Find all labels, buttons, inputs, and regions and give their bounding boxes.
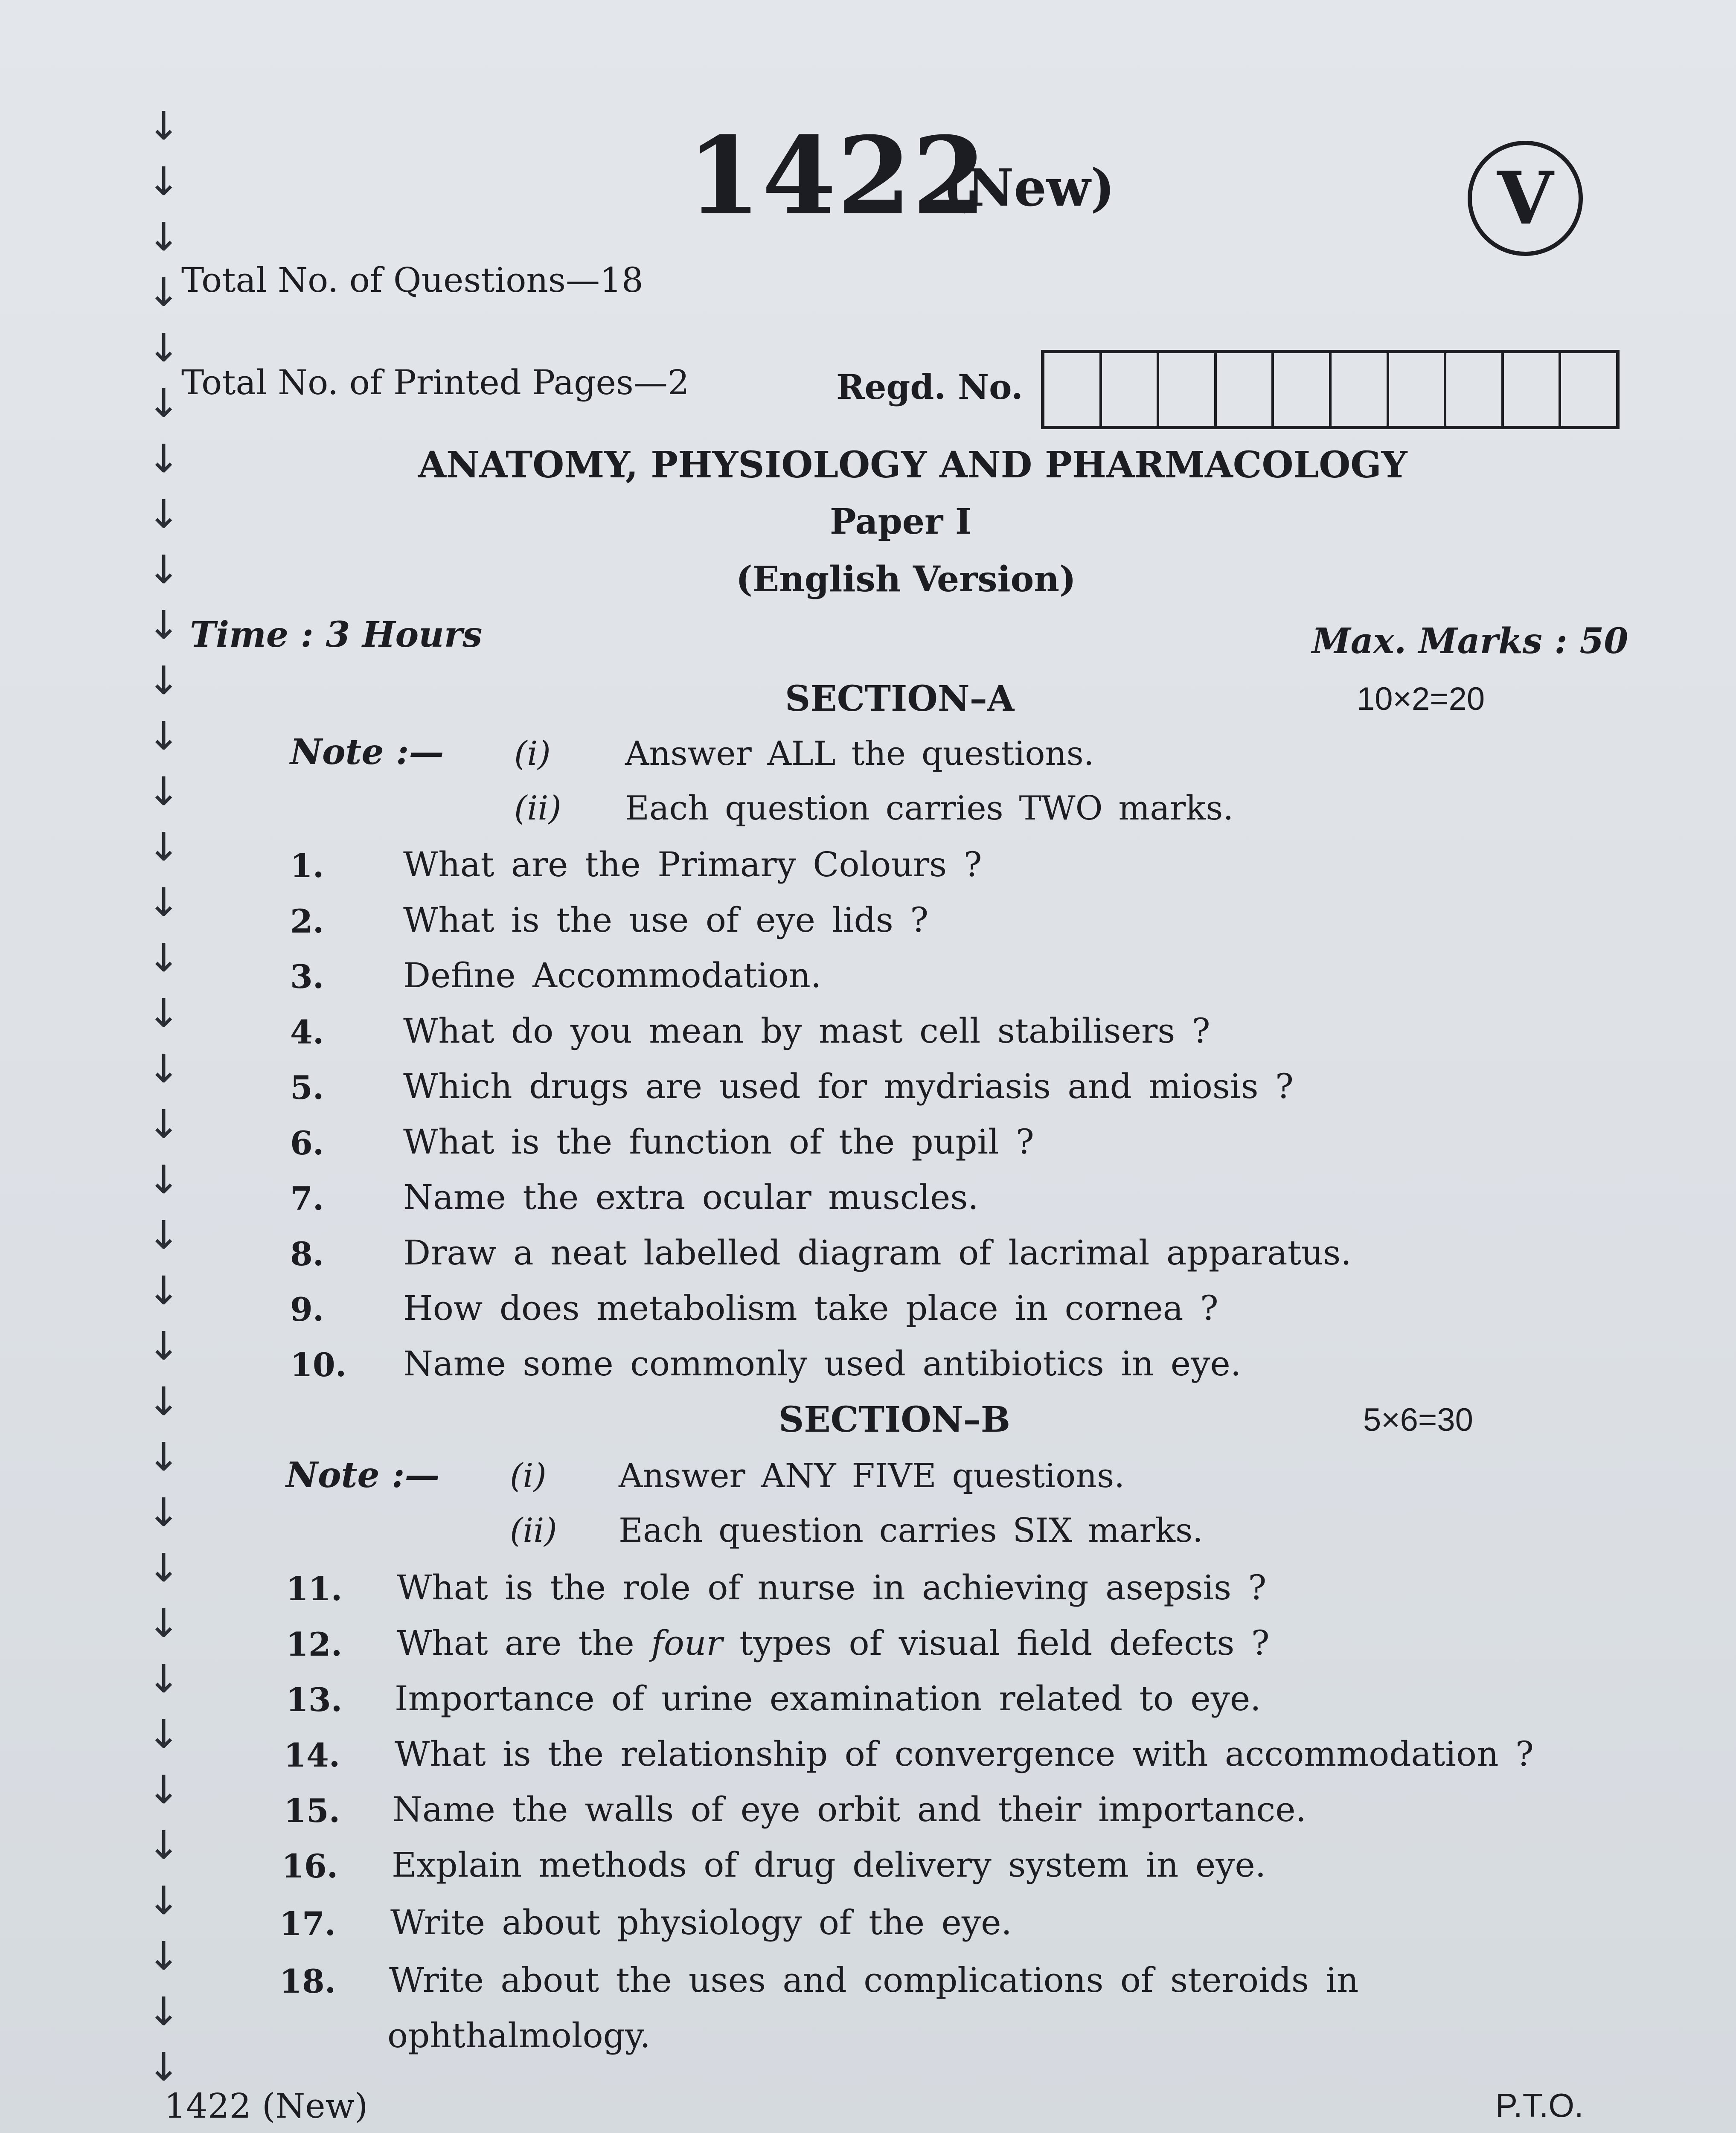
footer-pto: P.T.O. bbox=[1495, 2087, 1584, 2124]
regd-number-cell bbox=[1102, 353, 1160, 426]
question-number: 15. bbox=[284, 1792, 340, 1830]
down-arrow-icon: ↓ bbox=[147, 824, 180, 870]
section-b-note-roman: (i) bbox=[510, 1457, 547, 1495]
down-arrow-icon: ↓ bbox=[147, 602, 180, 648]
down-arrow-icon: ↓ bbox=[147, 159, 180, 204]
question-text: What is the use of eye lids ? bbox=[403, 900, 929, 940]
question-text: Write about the uses and complications of steroids in bbox=[389, 1960, 1359, 2000]
down-arrow-icon: ↓ bbox=[147, 713, 180, 759]
down-arrow-icon: ↓ bbox=[147, 1379, 180, 1424]
down-arrow-icon: ↓ bbox=[147, 769, 180, 814]
regd-number-cell bbox=[1389, 353, 1447, 426]
question-text: What do you mean by mast cell stabilisers ? bbox=[403, 1011, 1210, 1051]
paper-code: 1422 bbox=[687, 113, 987, 238]
time-allowed: Time : 3 Hours bbox=[190, 614, 483, 655]
down-arrow-icon: ↓ bbox=[147, 1712, 180, 1757]
version-badge bbox=[1468, 141, 1583, 256]
question-number: 10. bbox=[290, 1346, 347, 1384]
down-arrow-icon: ↓ bbox=[147, 1989, 180, 2034]
max-marks: Max. Marks : 50 bbox=[1312, 621, 1628, 662]
section-b-marks: 5×6=30 bbox=[1363, 1402, 1473, 1438]
question-number: 6. bbox=[290, 1124, 324, 1162]
down-arrow-icon: ↓ bbox=[147, 325, 180, 371]
question-text: Name some commonly used antibiotics in eye. bbox=[403, 1344, 1242, 1383]
down-arrow-icon: ↓ bbox=[147, 1101, 180, 1147]
section-b-note-text: Each question carries SIX marks. bbox=[619, 1511, 1203, 1550]
down-arrow-icon: ↓ bbox=[147, 1878, 180, 1924]
total-questions: Total No. of Questions—18 bbox=[181, 260, 643, 300]
question-number: 5. bbox=[290, 1069, 324, 1107]
question-text: How does metabolism take place in cornea ? bbox=[403, 1288, 1218, 1328]
down-arrow-icon: ↓ bbox=[147, 935, 180, 981]
down-arrow-icon: ↓ bbox=[147, 1323, 180, 1369]
section-a-note-text: Answer ALL the questions. bbox=[625, 735, 1094, 773]
regd-number-cell bbox=[1274, 353, 1332, 426]
footer-paper-code: 1422 (New) bbox=[164, 2086, 368, 2126]
down-arrow-icon: ↓ bbox=[147, 436, 180, 482]
question-number: 11. bbox=[286, 1570, 343, 1608]
down-arrow-icon: ↓ bbox=[147, 1434, 180, 1480]
section-a-note-text: Each question carries TWO marks. bbox=[625, 789, 1234, 828]
regd-number-cell bbox=[1446, 353, 1504, 426]
section-a-note-roman: (ii) bbox=[514, 789, 561, 828]
question-text-emphasis: four bbox=[651, 1623, 723, 1663]
down-arrow-icon: ↓ bbox=[147, 1767, 180, 1813]
question-text: What are the Primary Colours ? bbox=[403, 845, 982, 884]
down-arrow-icon: ↓ bbox=[147, 381, 180, 426]
question-text: Write about physiology of the eye. bbox=[390, 1903, 1012, 1942]
regd-number-cell bbox=[1159, 353, 1217, 426]
question-text: Name the extra ocular muscles. bbox=[403, 1177, 979, 1217]
question-text: Define Accommodation. bbox=[403, 956, 822, 995]
question-text: Name the walls of eye orbit and their importance. bbox=[393, 1790, 1307, 1829]
question-text-continuation: ophthalmology. bbox=[387, 2016, 651, 2055]
question-text: Importance of urine examination related to eye. bbox=[395, 1679, 1261, 1718]
question-text bbox=[397, 1623, 1270, 1663]
regd-number-cell bbox=[1561, 353, 1616, 426]
question-number: 7. bbox=[290, 1180, 324, 1218]
question-number: 16. bbox=[282, 1847, 338, 1885]
down-arrow-icon: ↓ bbox=[147, 1157, 180, 1203]
question-text-part: types of visual field defects ? bbox=[722, 1623, 1270, 1663]
question-text: Which drugs are used for mydriasis and miosis ? bbox=[403, 1066, 1294, 1106]
regd-number-cell bbox=[1332, 353, 1389, 426]
down-arrow-icon: ↓ bbox=[147, 2044, 180, 2090]
subject-title: ANATOMY, PHYSIOLOGY AND PHARMACOLOGY bbox=[418, 444, 1407, 486]
section-a-title: SECTION–A bbox=[785, 678, 1015, 719]
question-number: 13. bbox=[286, 1681, 343, 1719]
regd-number-cell bbox=[1217, 353, 1274, 426]
paper-number: Paper I bbox=[830, 501, 972, 542]
down-arrow-icon: ↓ bbox=[147, 214, 180, 260]
question-text: What is the relationship of convergence with accommodation ? bbox=[395, 1734, 1534, 1774]
down-arrow-icon: ↓ bbox=[147, 547, 180, 593]
total-pages: Total No. of Printed Pages—2 bbox=[181, 363, 689, 402]
section-a-marks: 10×2=20 bbox=[1357, 681, 1485, 717]
down-arrow-icon: ↓ bbox=[147, 1545, 180, 1591]
question-number: 18. bbox=[279, 1962, 336, 2000]
down-arrow-icon: ↓ bbox=[147, 1933, 180, 1979]
down-arrow-icon: ↓ bbox=[147, 1046, 180, 1092]
question-number: 4. bbox=[290, 1013, 324, 1051]
question-number: 3. bbox=[290, 958, 324, 996]
down-arrow-icon: ↓ bbox=[147, 658, 180, 703]
down-arrow-icon: ↓ bbox=[147, 270, 180, 315]
down-arrow-icon: ↓ bbox=[147, 1212, 180, 1258]
version-letter: V bbox=[1497, 156, 1553, 241]
regd-number-cell bbox=[1504, 353, 1562, 426]
question-number: 17. bbox=[279, 1905, 336, 1943]
down-arrow-icon: ↓ bbox=[147, 1268, 180, 1314]
question-text-part: What are the bbox=[397, 1623, 651, 1663]
down-arrow-icon: ↓ bbox=[147, 103, 180, 149]
down-arrow-icon: ↓ bbox=[147, 1490, 180, 1535]
paper-code-suffix: (New) bbox=[943, 158, 1115, 218]
section-b-note-roman: (ii) bbox=[510, 1511, 557, 1550]
question-number: 8. bbox=[290, 1235, 324, 1273]
section-b-note-text: Answer ANY FIVE questions. bbox=[619, 1457, 1125, 1495]
down-arrow-icon: ↓ bbox=[147, 1601, 180, 1646]
regd-label: Regd. No. bbox=[836, 367, 1023, 407]
question-number: 12. bbox=[286, 1625, 343, 1663]
question-text: What is the function of the pupil ? bbox=[403, 1122, 1034, 1162]
question-number: 1. bbox=[290, 847, 324, 885]
down-arrow-icon: ↓ bbox=[147, 1656, 180, 1702]
question-text: Draw a neat labelled diagram of lacrimal apparatus. bbox=[403, 1233, 1352, 1273]
question-text: What is the role of nurse in achieving asepsis ? bbox=[397, 1568, 1267, 1607]
section-b-title: SECTION–B bbox=[779, 1399, 1011, 1440]
down-arrow-icon: ↓ bbox=[147, 1822, 180, 1868]
section-a-note-label: Note :— bbox=[290, 732, 444, 773]
section-b-note-label: Note :— bbox=[286, 1455, 440, 1496]
down-arrow-icon: ↓ bbox=[147, 880, 180, 925]
question-number: 2. bbox=[290, 902, 324, 940]
section-a-note-roman: (i) bbox=[514, 735, 551, 773]
regd-number-boxes bbox=[1041, 350, 1620, 429]
down-arrow-icon: ↓ bbox=[147, 491, 180, 537]
regd-number-cell bbox=[1044, 353, 1102, 426]
question-number: 9. bbox=[290, 1290, 324, 1328]
question-text: Explain methods of drug delivery system in eye. bbox=[392, 1845, 1266, 1885]
question-number: 14. bbox=[284, 1736, 340, 1774]
down-arrow-icon: ↓ bbox=[147, 991, 180, 1036]
language-version: (English Version) bbox=[736, 559, 1076, 600]
